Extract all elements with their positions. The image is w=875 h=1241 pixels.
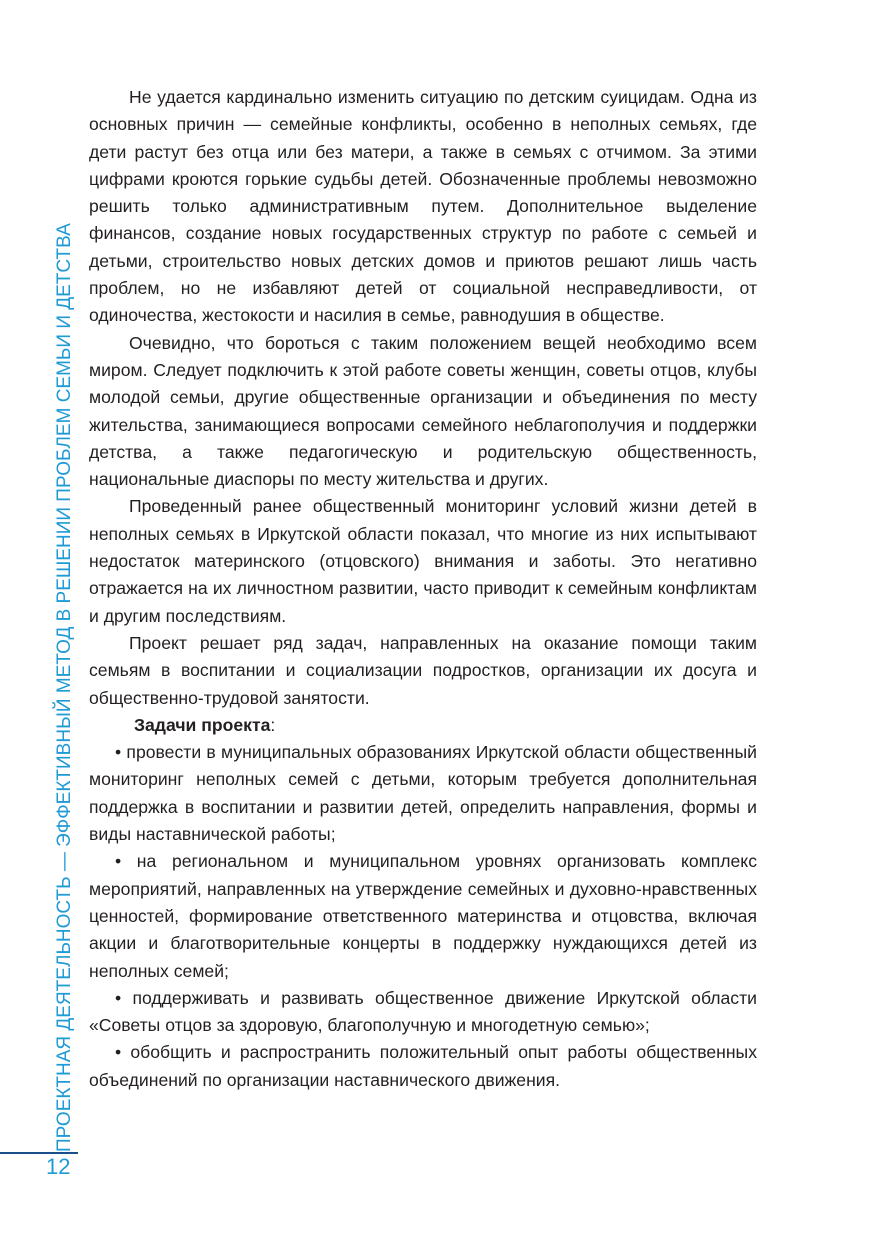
list-item: • поддерживать и развивать общественное движение Иркутской области «Советы отцов за здоровую, благополучную и многодетную семью»; [89,987,757,1036]
paragraph: Не удается кардинально изменить ситуацию по детским суицидам. Одна из основных причин — семейные конфликты, особенно в неполных семьях, где дети растут без отца или без матери, а также в семьях с отчимом. За этими цифрами кроются горькие судьбы детей. Обозначенные проблемы невозможно решить только административным путем. Дополнительное выделение финансов, создание новых государственных структур по работе с семьей и детьми, строительство новых детских домов и приютов решают лишь часть проблем, но не избавляют детей от социальной несправедливости, от одиночества, жестокости и насилия в семье, равнодушия в обществе. [89,87,757,326]
list-item: • на региональном и муниципальном уровнях организовать комплекс мероприятий, направленных на утверждение семейных и духовно-нравственных ценностей, формирование ответственного материнства и отцовства, включая акции и благотворительные концерты в поддержку нуждающихся детей из неполных семей; [89,851,757,981]
list-item: • провести в муниципальных образованиях Иркутской области общественный мониторинг неполных семей с детьми, которым требуется дополнительная поддержка в воспитании и развитии детей, определить направления, формы и виды наставнической работы; [89,742,757,845]
tasks-heading-line [89,712,757,739]
tasks-heading: Задачи проекта [134,714,271,735]
side-running-head: ПРОЕКТНАЯ ДЕЯТЕЛЬНОСТЬ — ЭФФЕКТИВНЫЙ МЕТОД В РЕШЕНИИ ПРОБЛЕМ СЕМЬИ И ДЕТСТВА [54,223,75,1152]
body-text [89,84,757,1094]
paragraph: Очевидно, что бороться с таким положением вещей необходимо всем миром. Следует подключить к этой работе советы женщин, советы отцов, клубы молодой семьи, другие общественные организации и объединения по месту жительства, занимающиеся вопросами семейного неблагополучия и поддержки детства, а также педагогическую и родительскую общественность, национальные диаспоры по месту жительства и других. [89,332,757,490]
paragraph: Проект решает ряд задач, направленных на оказание помощи таким семьям в воспитании и социализации подростков, организации их досуга и общественно-трудовой занятости. [89,632,757,708]
tasks-heading-colon: : [270,714,276,735]
page-number: 12 [46,1154,71,1179]
paragraph: Проведенный ранее общественный мониторинг условий жизни детей в неполных семьях в Иркутской области показал, что многие из них испытывают недостаток материнского (отцовского) внимания и заботы. Это негативно отражается на их личностном развитии, часто приводит к семейным конфликтам и другим последствиям. [89,496,757,626]
list-item: • обобщить и распространить положительный опыт работы общественных объединений по организации наставнического движения. [89,1042,757,1090]
